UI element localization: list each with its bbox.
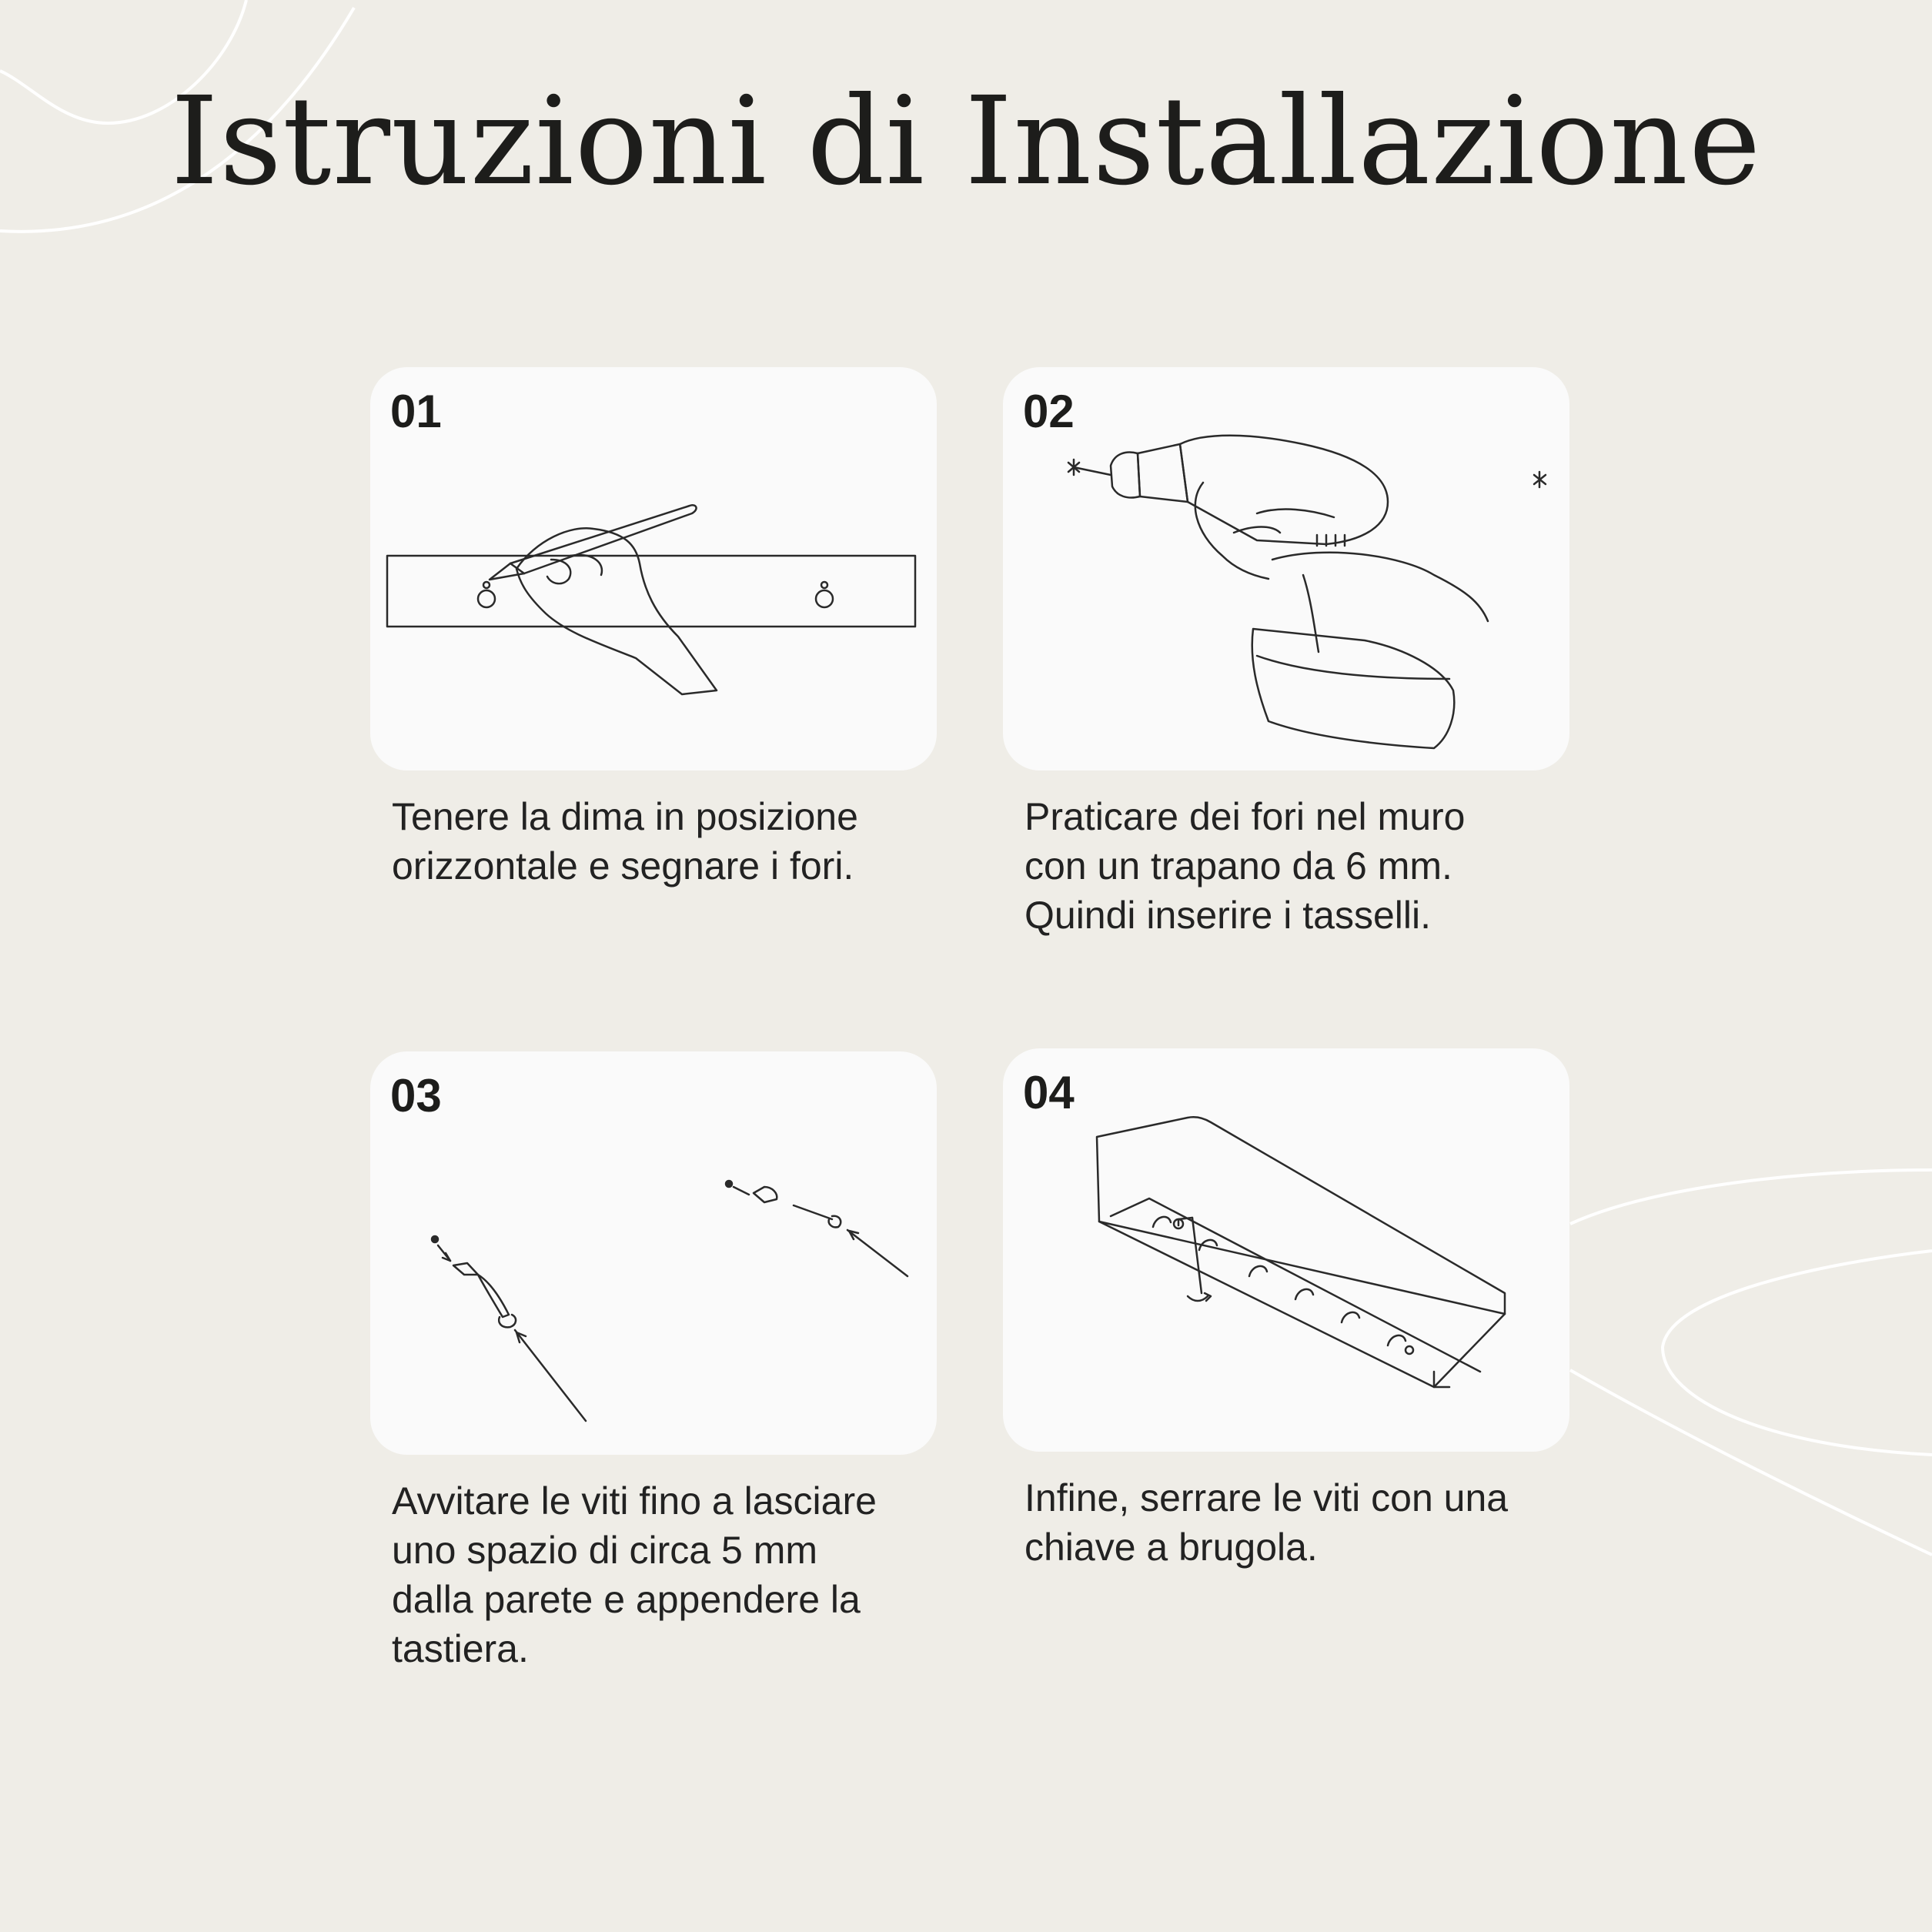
step-card — [1003, 1048, 1569, 1452]
page-title: Istruzioni di Installazione — [170, 71, 1762, 212]
caption-line: chiave a brugola. — [1024, 1526, 1318, 1569]
step-number: 03 — [390, 1070, 442, 1121]
decor-curve-right-2 — [1663, 1251, 1932, 1455]
step-number: 01 — [390, 386, 442, 437]
caption-line: uno spazio di circa 5 mm — [392, 1529, 818, 1572]
step-caption — [392, 792, 961, 891]
decor-curve-right-3 — [1570, 1370, 1932, 1555]
step-04 — [1003, 1048, 1569, 1572]
caption-line: Avvitare le viti fino a lasciare — [392, 1479, 877, 1523]
step-03 — [370, 1051, 937, 1673]
step-number: 04 — [1023, 1067, 1075, 1118]
step-caption — [1024, 792, 1594, 940]
step-caption — [392, 1476, 961, 1673]
caption-line: orizzontale e segnare i fori. — [392, 844, 854, 887]
caption-line: Infine, serrare le viti con una — [1024, 1476, 1509, 1519]
step-card — [370, 1051, 937, 1455]
caption-line: tastiera. — [392, 1627, 529, 1670]
caption-line: dalla parete e appendere la — [392, 1578, 861, 1621]
hand-marking-template-icon — [370, 367, 937, 770]
screw-anchor-icon — [370, 1051, 937, 1455]
step-01 — [370, 367, 937, 891]
caption-line: Quindi inserire i tasselli. — [1024, 894, 1431, 937]
step-card — [370, 367, 937, 770]
hex-key-rack-icon — [1003, 1048, 1569, 1452]
step-02 — [1003, 367, 1569, 940]
drill-icon — [1003, 367, 1569, 770]
step-caption — [1024, 1473, 1594, 1572]
caption-line: Praticare dei fori nel muro — [1024, 795, 1466, 838]
step-number: 02 — [1023, 386, 1075, 437]
decor-curve-right-1 — [1570, 1170, 1932, 1224]
caption-line: Tenere la dima in posizione — [392, 795, 858, 838]
caption-line: con un trapano da 6 mm. — [1024, 844, 1452, 887]
step-card — [1003, 367, 1569, 770]
